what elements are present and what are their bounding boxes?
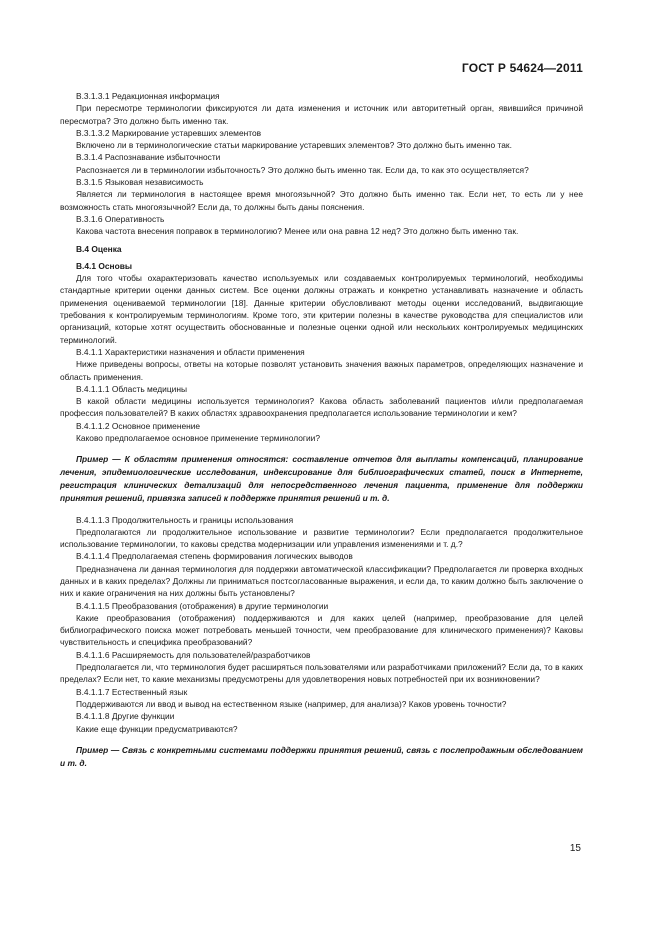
- subsection-heading: В.3.1.6 Оперативность: [76, 213, 165, 224]
- subsection-heading: В.4.1.1.4 Предполагаемая степень формирования логических выводов: [76, 551, 353, 562]
- subsection-heading: В.4.1.1.7 Естественный язык: [76, 686, 188, 697]
- paragraph: Предполагается ли, что терминология будет расширяться пользователями или разработчиками приложений? Если да, то в каких пределах? Если нет, то какие механизмы предусмотрены для удовлетворения новых потребностей при их возникновении?: [60, 662, 583, 685]
- subsection-heading: В.4.1.1.6 Расширяемость для пользователей/разработчиков: [76, 649, 311, 660]
- subsection-heading: В.3.1.3.1 Редакционная информация: [76, 91, 220, 101]
- paragraph: Включено ли в терминологические статьи маркирование устаревших элементов? Это должно быть именно так.: [76, 140, 512, 151]
- subsection-heading: В.4.1.1.8 Другие функции: [76, 711, 175, 722]
- page-number: 15: [569, 843, 581, 854]
- paragraph: Для того чтобы охарактеризовать качество используемых или создаваемых контролируемых терминологий, необходимы стандартные критерии оценки данных систем. Все оценки должны отражать и конкретно устанавливать назначение и область применения оцениваемой терминологии [18]. Данные критерии обусловливают методы оценки исследований, выдвигающие требования к контролируемым терминологиям. Кроме того, эти критерии полезны в качестве руководства для специалистов или организаций, которые хотят осуществить обоснованные и полезные оценки одной или нескольких контролируемых медицинских терминологий.: [60, 273, 583, 345]
- paragraph: Какова частота внесения поправок в терминологию? Менее или она равна 12 нед? Это должно быть именно так.: [76, 226, 519, 237]
- paragraph: Является ли терминология в настоящее время многоязычной? Это должно быть именно так. Если нет, то есть ли у нее возможность стать многоязычной? Если да, то должны быть даны пояснения.: [60, 189, 583, 212]
- subsection-heading: В.3.1.3.2 Маркирование устаревших элементов: [76, 127, 262, 138]
- example-note: Пример — К областям применения относятся: составление отчетов для выплаты компенсаций, планирование лечения, эпидемиологические исследования, индексирование для библиографических статей, поиск в Интернете, регистрация клинических детализаций для непосредственного лечения пациента, применение для поддержки принятия решений, привязка записей к поддержке принятия решений и т. д.: [60, 454, 583, 503]
- paragraph: В какой области медицины используется терминология? Какова область заболеваний пациентов и/или предполагаемая профессия пользователей? В каких областях здравоохранения предполагается использование терминологии и кем?: [60, 396, 583, 419]
- subsection-heading: В.3.1.4 Распознавание избыточности: [76, 152, 221, 163]
- example-note: Пример — Связь с конкретными системами поддержки принятия решений, связь с послепродажным обследованием и т. д.: [60, 744, 583, 768]
- paragraph: Ниже приведены вопросы, ответы на которые позволят установить значения важных параметров, определяющих назначение и область применения.: [60, 359, 583, 382]
- subsection-heading: В.4.1.1.5 Преобразования (отображения) в другие терминологии: [76, 600, 329, 611]
- subsection-heading: В.4.1.1.2 Основное применение: [76, 420, 201, 431]
- paragraph: Распознается ли в терминологии избыточность? Это должно быть именно так. Если да, то как это осуществляется?: [76, 164, 529, 175]
- document-body: [60, 90, 583, 769]
- section-heading: В.4 Оценка: [76, 243, 122, 254]
- paragraph: При пересмотре терминологии фиксируются ли дата изменения и источник или авторитетный орган, явившийся причиной пересмотра? Это должно быть именно так.: [60, 103, 583, 126]
- subsection-heading: В.4.1.1.1 Область медицины: [76, 383, 187, 394]
- subsection-heading: В.4.1.1.3 Продолжительность и границы использования: [76, 514, 294, 525]
- paragraph: Каково предполагаемое основное применение терминологии?: [76, 433, 320, 444]
- paragraph: Какие еще функции предусматриваются?: [76, 723, 238, 734]
- paragraph: Какие преобразования (отображения) поддерживаются и для каких целей (например, преобразование для целей библиографического поиска может потребовать меньшей точности, чем преобразование для клинического применения)? Каковы чувствительность и специфика преобразований?: [60, 612, 583, 648]
- paragraph: Поддерживаются ли ввод и вывод на естественном языке (например, для анализа)? Каков уровень точности?: [76, 698, 507, 709]
- subsection-heading: В.4.1.1 Характеристики назначения и области применения: [76, 346, 305, 357]
- section-heading: В.4.1 Основы: [76, 260, 132, 271]
- paragraph: Предполагаются ли продолжительное использование и развитие терминологии? Если предполагается продолжительное использование терминологии, то каковы средства модернизации или управления изменениями и т. д.?: [60, 526, 583, 550]
- subsection-heading: В.3.1.5 Языковая независимость: [76, 177, 204, 188]
- paragraph: Предназначена ли данная терминология для поддержки автоматической классификации? Предполагается ли проверка входных данных и в каких пределах? Должны ли приниматься постсогласованные выражения, и если да, то каким должно быть заключение о них и какие ограничения на них должны быть установлены?: [60, 563, 583, 599]
- standard-designation: ГОСТ Р 54624—2011: [461, 61, 583, 75]
